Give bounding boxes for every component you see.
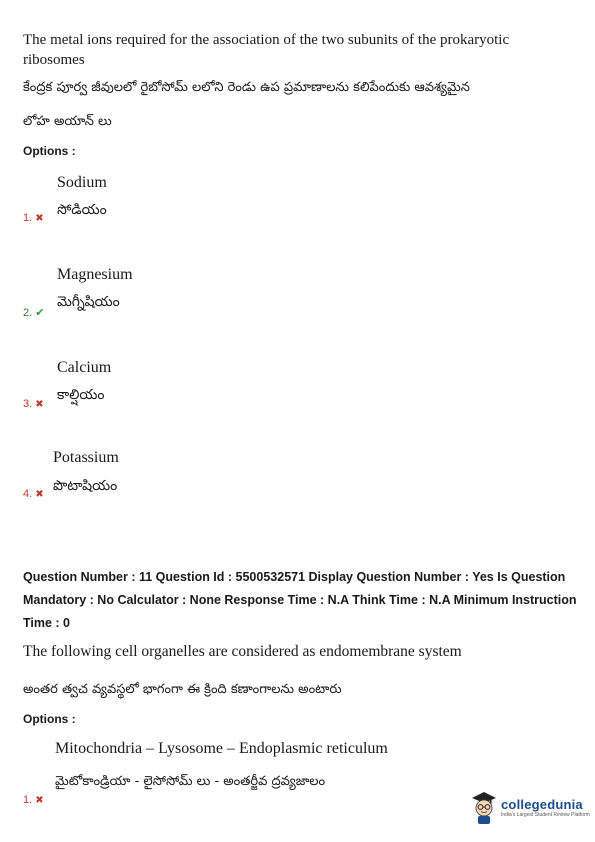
question-text-en-line-2: ribosomes bbox=[23, 52, 85, 68]
q2-option-1-number bbox=[23, 794, 44, 806]
question-text-te bbox=[23, 79, 583, 131]
option-1-number bbox=[23, 212, 44, 224]
question-2-text-en: The following cell organelles are considered as endomembrane system bbox=[23, 643, 462, 660]
question-meta bbox=[23, 566, 588, 635]
option-3-number-label: 3. bbox=[23, 398, 33, 410]
q2-option-1-text-en: Mitochondria – Lysosome – Endoplasmic reticulum bbox=[55, 740, 388, 757]
brand-name: collegedunia bbox=[501, 796, 583, 812]
option-1-text-en: Sodium bbox=[57, 174, 107, 191]
option-1-text-te: సోడియం bbox=[57, 202, 107, 218]
question-meta-line-3: Time : 0 bbox=[23, 616, 71, 630]
question-meta-line-1: Question Number : 11 Question Id : 5500532571 Display Question Number : Yes Is Question bbox=[23, 570, 566, 584]
cross-icon: ✖ bbox=[35, 399, 44, 410]
cross-icon: ✖ bbox=[35, 213, 44, 224]
option-4-number bbox=[23, 488, 44, 500]
options-label: Options : bbox=[23, 144, 76, 158]
option-3-text-te: కాల్షియం bbox=[57, 387, 105, 403]
options-label-2: Options : bbox=[23, 712, 76, 726]
cross-icon: ✖ bbox=[35, 489, 44, 500]
question-text-en-line-1: The metal ions required for the association of the two subunits of the prokaryotic bbox=[23, 32, 510, 48]
cross-icon: ✖ bbox=[35, 795, 44, 806]
brand-tagline: India's Largest Student Review Platform bbox=[501, 811, 590, 818]
question-text-te-line-1: కేంద్రక పూర్వ జీవులలో రైబోసోమ్ లలోని రెండు ఉప ప్రమాణాలను కలిపేందుకు ఆవశ్యమైన bbox=[23, 80, 470, 95]
question-text-en bbox=[23, 30, 583, 70]
question-2-text-te: అంతర త్వచ వ్యవస్థలో భాగంగా ఈ క్రింది కణాంగాలను అంటారు bbox=[23, 682, 342, 697]
option-4-text-te: పొటాషియం bbox=[53, 478, 118, 494]
option-2-text-te: మెగ్నీషియం bbox=[57, 294, 120, 310]
collegedunia-wordmark bbox=[501, 797, 590, 818]
option-2-number-label: 2. bbox=[23, 307, 33, 319]
q2-option-1-number-label: 1. bbox=[23, 794, 33, 806]
q2-option-1-text-te: మైటోకాండ్రియా - లైసోసోమ్ లు - అంతర్జీవ ద్రవ్యజాలం bbox=[55, 774, 326, 789]
student-mascot-icon bbox=[470, 790, 498, 824]
option-1-number-label: 1. bbox=[23, 212, 33, 224]
option-2-number bbox=[23, 306, 44, 319]
question-text-te-line-2: లోహ అయాన్ లు bbox=[23, 114, 112, 129]
option-4-text-en: Potassium bbox=[53, 449, 119, 466]
option-3-text-en: Calcium bbox=[57, 359, 112, 376]
option-2-text-en: Magnesium bbox=[57, 266, 133, 283]
option-3-number bbox=[23, 398, 44, 410]
option-4-number-label: 4. bbox=[23, 488, 33, 500]
collegedunia-logo bbox=[470, 790, 590, 824]
question-meta-line-2: Mandatory : No Calculator : None Response Time : N.A Think Time : N.A Minimum Instruction bbox=[23, 593, 577, 607]
check-icon: ✔ bbox=[35, 307, 45, 319]
